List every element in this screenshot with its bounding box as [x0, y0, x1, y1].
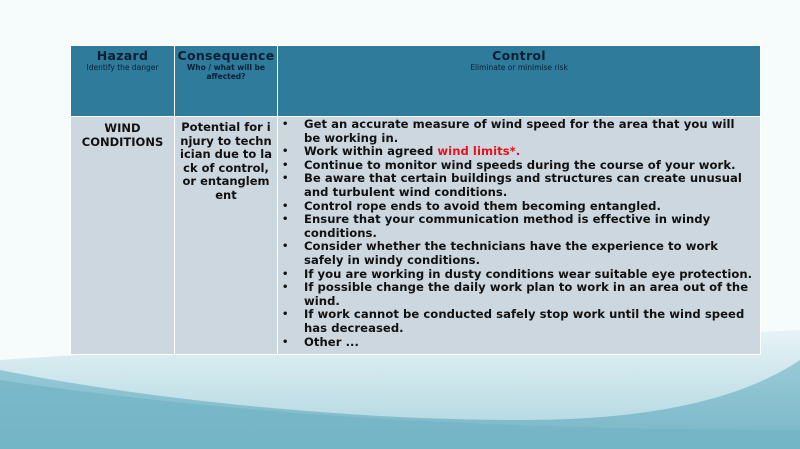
list-item — [282, 268, 754, 282]
header-consequence — [175, 46, 278, 117]
control-text: Continue to monitor wind speeds during the course of your work. — [304, 157, 736, 172]
header-hazard — [71, 46, 175, 117]
bullet-icon: • — [282, 200, 289, 212]
control-text: If you are working in dusty conditions wear suitable eye protection. — [304, 266, 753, 281]
bullet-icon: • — [282, 173, 289, 185]
consequence-cell: Potential for injury to technician due to lack of control, or entanglement — [175, 117, 278, 355]
header-hazard-subtitle: Identify the danger — [86, 63, 159, 72]
header-hazard-title: Hazard — [96, 48, 149, 63]
header-consequence-title: Consequence — [177, 48, 275, 63]
control-text: Work within agreed — [304, 144, 438, 159]
control-text: If work cannot be conducted safely stop work until the wind speed has decreased. — [304, 307, 745, 335]
risk-assessment-table — [70, 45, 761, 355]
bullet-icon: • — [282, 214, 289, 226]
control-text: Get an accurate measure of wind speed for the area that you will be working in. — [304, 117, 735, 145]
bullet-icon: • — [282, 241, 289, 253]
bullet-icon: • — [282, 336, 289, 348]
header-control-title: Control — [492, 48, 546, 63]
header-consequence-subtitle: Who / what will be affected? — [187, 63, 265, 81]
bullet-icon: • — [282, 146, 289, 158]
list-item — [282, 200, 754, 214]
list-item — [282, 308, 754, 335]
list-item — [282, 172, 754, 199]
control-text: If possible change the daily work plan to work in an area out of the wind. — [304, 280, 749, 308]
list-item — [282, 240, 754, 267]
list-item — [282, 145, 754, 159]
header-control-subtitle: Eliminate or minimise risk — [470, 63, 568, 72]
list-item — [282, 159, 754, 173]
header-control — [278, 46, 761, 117]
hazard-cell: WIND CONDITIONS — [71, 117, 175, 355]
list-item — [282, 118, 754, 145]
control-text: Consider whether the technicians have the experience to work safely in windy conditions. — [304, 239, 719, 267]
bullet-icon: • — [282, 282, 289, 294]
control-text: Ensure that your communication method is effective in windy conditions. — [304, 212, 711, 240]
control-text: Be aware that certain buildings and structures can create unusual and turbulent wind conditions. — [304, 171, 742, 199]
table-header-row — [71, 46, 761, 117]
list-item — [282, 281, 754, 308]
wind-limits-highlight: wind limits*. — [437, 144, 521, 159]
bullet-icon: • — [282, 119, 289, 130]
control-text: Control rope ends to avoid them becoming entangled. — [304, 198, 661, 213]
control-text: Other ... — [304, 334, 359, 349]
control-list — [278, 117, 760, 349]
list-item — [282, 213, 754, 240]
list-item — [282, 336, 754, 350]
control-cell — [278, 117, 761, 355]
bullet-icon: • — [282, 309, 289, 321]
bullet-icon: • — [282, 159, 289, 171]
bullet-icon: • — [282, 268, 289, 280]
table-row — [71, 117, 761, 355]
